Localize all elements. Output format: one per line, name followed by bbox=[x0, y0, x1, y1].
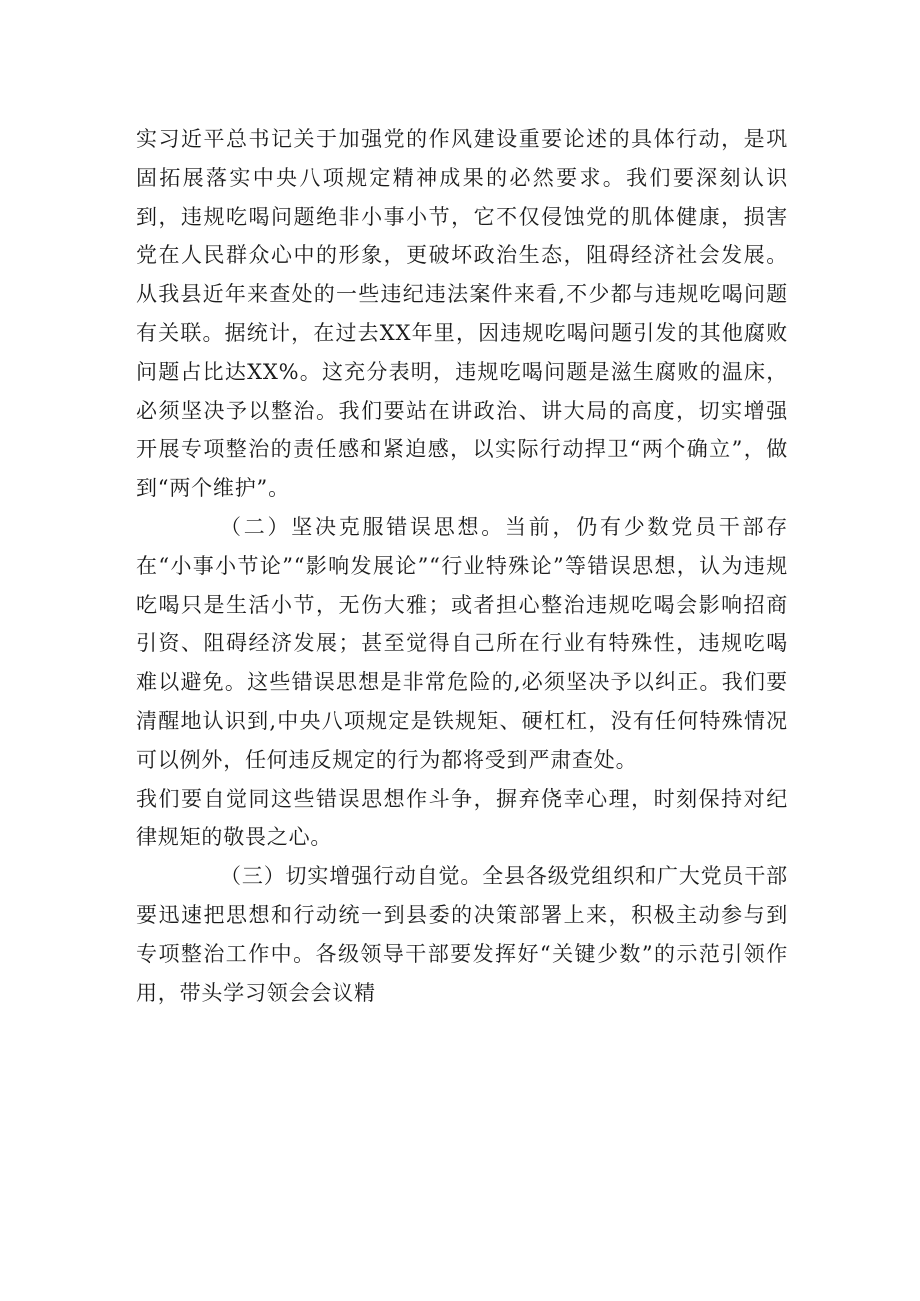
document-body bbox=[136, 120, 788, 1012]
paragraph-1: 实习近平总书记关于加强党的作风建设重要论述的具体行动，是巩固拓展落实中央八项规定精神成果的必然要求。我们要深刻认识到，违规吃喝问题绝非小事小节，它不仅侵蚀党的肌体健康，损害党在人民群众心中的形象，更破坏政治生态，阻碍经济社会发展。从我县近年来查处的一些违纪违法案件来看,不少都与违规吃喝问题有关联。据统计，在过去XX年里，因违规吃喝问题引发的其他腐败问题占比达XX%。这充分表明，违规吃喝问题是滋生腐败的温床，必须坚决予以整治。我们要站在讲政治、讲大局的高度，切实增强开展专项整治的责任感和紧迫感，以实际行动捍卫“两个确立”，做到“两个维护”。 bbox=[136, 127, 788, 501]
paragraph-2: （二）坚决克服错误思想。当前，仍有少数党员干部存在“小事小节论”“影响发展论”“行业特殊论”等错误思想，认为违规吃喝只是生活小节，无伤大雅；或者担心整治违规吃喝会影响招商引资、阻碍经济发展；甚至觉得自己所在行业有特殊性，违规吃喝难以避免。这些错误思想是非常危险的,必须坚决予以纠正。我们要清醒地认识到,中央八项规定是铁规矩、硬杠杠，没有任何特殊情况可以例外，任何违反规定的行为都将受到严肃查处。 bbox=[136, 514, 788, 772]
paragraph-4: （三）切实增强行动自觉。全县各级党组织和广大党员干部要迅速把思想和行动统一到县委的决策部署上来，积极主动参与到专项整治工作中。各级领导干部要发挥好“关键少数”的示范引领作用，带头学习领会会议精 bbox=[136, 864, 788, 1005]
paragraph-3: 我们要自觉同这些错误思想作斗争，摒弃侥幸心理，时刻保持对纪律规矩的敬畏之心。 bbox=[136, 786, 788, 850]
